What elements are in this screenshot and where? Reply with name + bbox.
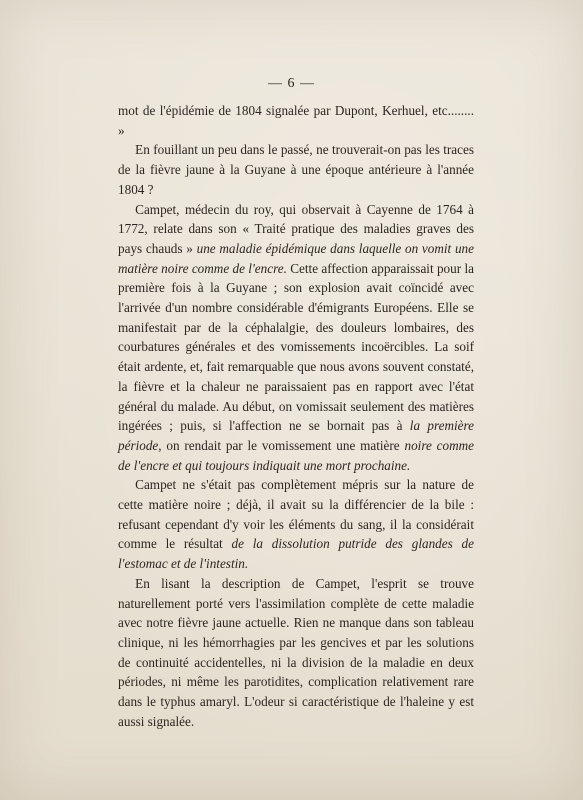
text-segment: , on rendait par le vomissement une matière [158, 437, 405, 453]
italic-text-segment: une maladie épidémique dans laquelle on vomit une matière noire comme de l'encre. [118, 240, 475, 276]
text-segment: mot de l'épidémie de 1804 signalée par Dupont, Kerhuel, etc........ » [118, 103, 474, 138]
body-paragraph [118, 200, 474, 476]
text-segment: En lisant la description de Campet, l'esprit se trouve naturellement porté vers l'assimilation complète de cette maladie avec notre fièvre jaune actuelle. Rien ne manque dans son tableau clinique, ni les hémorrhagies par les gencives et par les solutions de continuité accidentelles, ni la division de la maladie en deux périodes, ni même les parotidites, complication relativement rare dans le typhus amaryl. L'odeur si caractéristique de l'haleine y est aussi signalée. [118, 575, 474, 729]
page-body-text [118, 101, 474, 732]
body-paragraph [118, 574, 474, 732]
text-segment: En fouillant un peu dans le passé, ne trouverait-on pas les traces de la fièvre jaune à la Guyane à une époque antérieure à l'année 1804 ? [118, 142, 474, 197]
italic-text-segment: noire comme de l'encre et qui toujours indiquait une mort prochaine. [118, 437, 474, 473]
body-paragraph [118, 475, 474, 574]
body-paragraph [118, 140, 474, 199]
text-segment: Campet ne s'était pas complètement mépris sur la nature de cette matière noire ; déjà, il avait su la différencier de la bile : refusant cependant d'y voir les éléments du sang, il la considérait comme le résultat [118, 477, 474, 552]
italic-text-segment: la première période [118, 418, 474, 453]
italic-text-segment: de la dissolution putride des glandes de l'estomac et de l'intestin. [118, 536, 474, 572]
text-segment: Cette affection apparaissait pour la première fois à la Guyane ; son explosion avait coïncidé avec l'arrivée d'un nombre considérable d'émigrants Européens. Elle se manifestait par de la céphalalgie, des douleurs lombaires, des courbatures générales et des vomissements incoërcibles. La soif était ardente, et, fait remarquable que nous avons souvent constaté, la fièvre et la chaleur ne paraissaient pas en rapport avec l'état général du malade. Au début, on vomissait seulement des matières ingérées ; puis, si l'affection ne se bornait pas à [118, 260, 474, 434]
page-number: — 6 — [268, 76, 315, 91]
text-segment: Campet, médecin du roy, qui observait à Cayenne de 1764 à 1772, relate dans son « Traité pratique des maladies graves des pays chauds » [118, 201, 474, 256]
body-paragraph [118, 101, 474, 140]
